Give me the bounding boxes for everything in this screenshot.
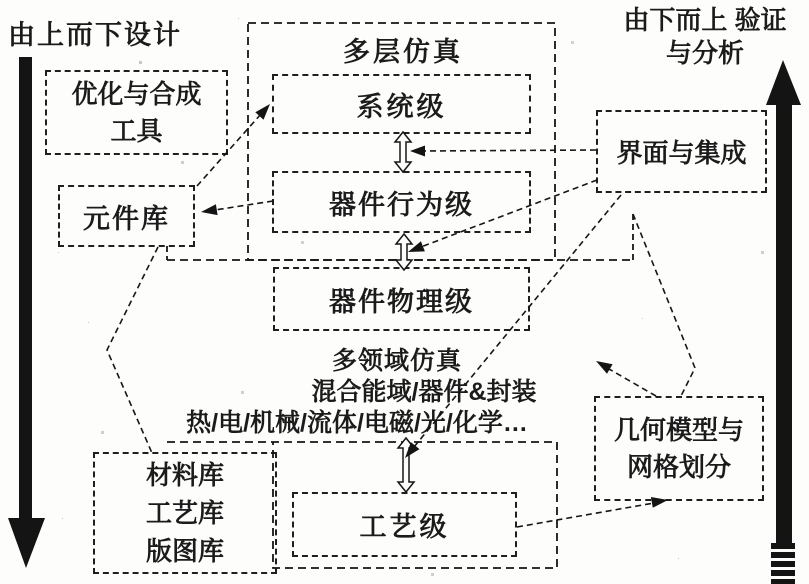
top-down-design-title: 由上而下设计 [8,20,182,50]
bottom-up-verification-title [612,4,798,70]
arrowhead-into-multidomain-area [596,361,613,374]
behavior-physics-bidirectional-arrow-icon [396,234,412,270]
layout-library-line: 版图库 [145,536,224,566]
multidomain-note-line2: 混合能域/器件&封装 [311,378,537,406]
system-behavior-bidirectional-arrow-icon [395,132,411,172]
device-physics-level-box: 器件物理级 [273,267,530,331]
connector-behaviorlevel-to-componentlib [215,201,273,210]
scan-artifact [771,543,795,584]
bottom-up-arrow-shaft [776,104,792,584]
multidomain-note-line3: 热/电/机械/流体/电磁/光/化学… [186,409,528,437]
system-level-box: 系统级 [272,74,531,134]
bottom-up-title-line1: 由下而上 [623,5,728,35]
arrowhead-into-systemlevel [255,104,270,120]
material-process-layout-libraries-box [93,452,277,574]
geometry-model-line2: 网格划分 [626,451,731,482]
component-library-box: 元件库 [58,185,195,247]
connector-interface-to-geometry [633,214,695,396]
optimization-synthesis-tools-box [45,70,228,155]
connector-processlevel-to-geometry [517,503,654,527]
arrowhead-into-behavior-physics-link [408,241,425,252]
top-down-arrow-icon [8,518,45,568]
geometry-model-line1: 几何模型与 [613,414,744,445]
arrowhead-into-componentlib [201,204,218,215]
geometry-model-meshing-box [594,396,764,501]
process-library-line: 工艺库 [145,498,224,528]
multidomain-note-line1: 多领域仿真 [331,347,463,375]
connector-geometry-to-multidomain [609,369,656,396]
paper-noise [0,0,1,1]
device-behavior-level-box: 器件行为级 [272,171,531,233]
interface-integration-box: 界面与集成 [596,110,767,193]
multilayer-simulation-label: 多层仿真 [343,37,463,67]
material-library-line: 材料库 [145,460,224,490]
bottom-up-title-line2: 验证与分析 [665,5,787,68]
physics-process-bidirectional-arrow-icon [398,438,414,492]
optimization-tools-line2: 工具 [110,115,163,146]
connector-interface-to-system-behavior-link [423,150,596,151]
connector-componentlib-to-materiallib [107,247,158,453]
arrowhead-into-system-behavior-link [410,146,425,157]
process-level-box: 工艺级 [292,492,517,557]
optimization-tools-line1: 优化与合成 [71,78,202,109]
arrowhead-into-physics-process-link [405,442,420,458]
top-down-arrow-shaft [19,57,32,520]
